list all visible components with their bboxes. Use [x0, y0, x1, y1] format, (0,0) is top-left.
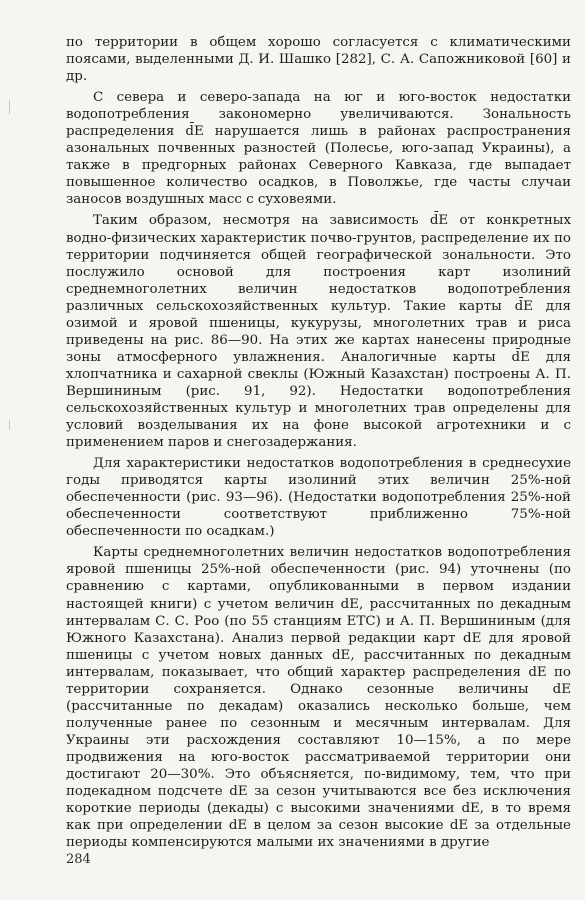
paragraph: Для характеристики недостатков водопотребления в среднесухие годы приводятся карты изолиний этих величин 25%-ной обеспеченности (рис. 93—96). (Недостатки водопотребления 25%-ной обеспеченности соответствуют приближенно 75%-ной обеспеченности по осадкам.)	[66, 456, 571, 540]
page-number: 284	[66, 852, 91, 867]
paragraph-continuation: по территории в общем хорошо согласуется с климатическими поясами, выделенными Д. И. Шашко [282], С. А. Сапожниковой [60] и др.	[66, 35, 571, 85]
margin-mark	[9, 420, 10, 430]
paragraph: Таким образом, несмотря на зависимость d̄E от конкретных водно-физических характеристик почво-грунтов, распределение их по территории подчиняется общей географической зональности. Это послужило основой для построения карт изолиний среднемноголетних величин недостатков водопотребления различных сельскохозяйственных культур. Такие карты d̄E для озимой и яровой пшеницы, кукурузы, многолетних трав и риса приведены на рис. 86—90. На этих же картах нанесены природные зоны атмосферного увлажнения. Аналогичные карты d̄E для хлопчатника и сахарной свеклы (Южный Казахстан) построены А. П. Вершининым (рис. 91, 92). Недостатки водопотребления сельскохозяйственных культур и многолетних трав определены для условий возделывания их на фоне высокой агротехники и с применением паров и снегозадержания.	[66, 213, 571, 451]
body-text	[66, 34, 571, 855]
paragraph: С севера и северо-запада на юг и юго-восток недостатки водопотребления закономерно увеличиваются. Зональность распределения d̄E нарушается лишь в районах распространения азональных почвенных разностей (Полесье, юго-запад Украины), а также в предгорных районах Северного Кавказа, где выпадает повышенное количество осадков, в Поволжье, где часты случаи заносов воздушных масс с суховеями.	[66, 90, 571, 208]
margin-mark	[9, 100, 10, 114]
paragraph: Карты среднемноголетних величин недостатков водопотребления яровой пшеницы 25%-ной обеспеченности (рис. 94) уточнены (по сравнению с картами, опубликованными в первом издании настоящей книги) с учетом величин dE, рассчитанных по декадным интервалам С. С. Роо (по 55 станциям ЕТС) и А. П. Вершининым (для Южного Казахстана). Анализ первой редакции карт dE для яровой пшеницы с учетом новых данных dE, рассчитанных по декадным интервалам, показывает, что общий характер распределения dE по территории сохраняется. Однако сезонные величины dE (рассчитанные по декадам) оказались несколько больше, чем полученные ранее по сезонным и месячным интервалам. Для Украины эти расхождения составляют 10—15%, а по мере продвижения на юго-восток рассматриваемой территории они достигают 20—30%. Это объясняется, по-видимому, тем, что при подекадном подсчете dE за сезон учитываются все без исключения короткие периоды (декады) с высокими значениями dE, в то время как при определении dE в целом за сезон высокие dE за отдельные периоды компенсируются малыми их значениями в другие	[66, 545, 571, 851]
